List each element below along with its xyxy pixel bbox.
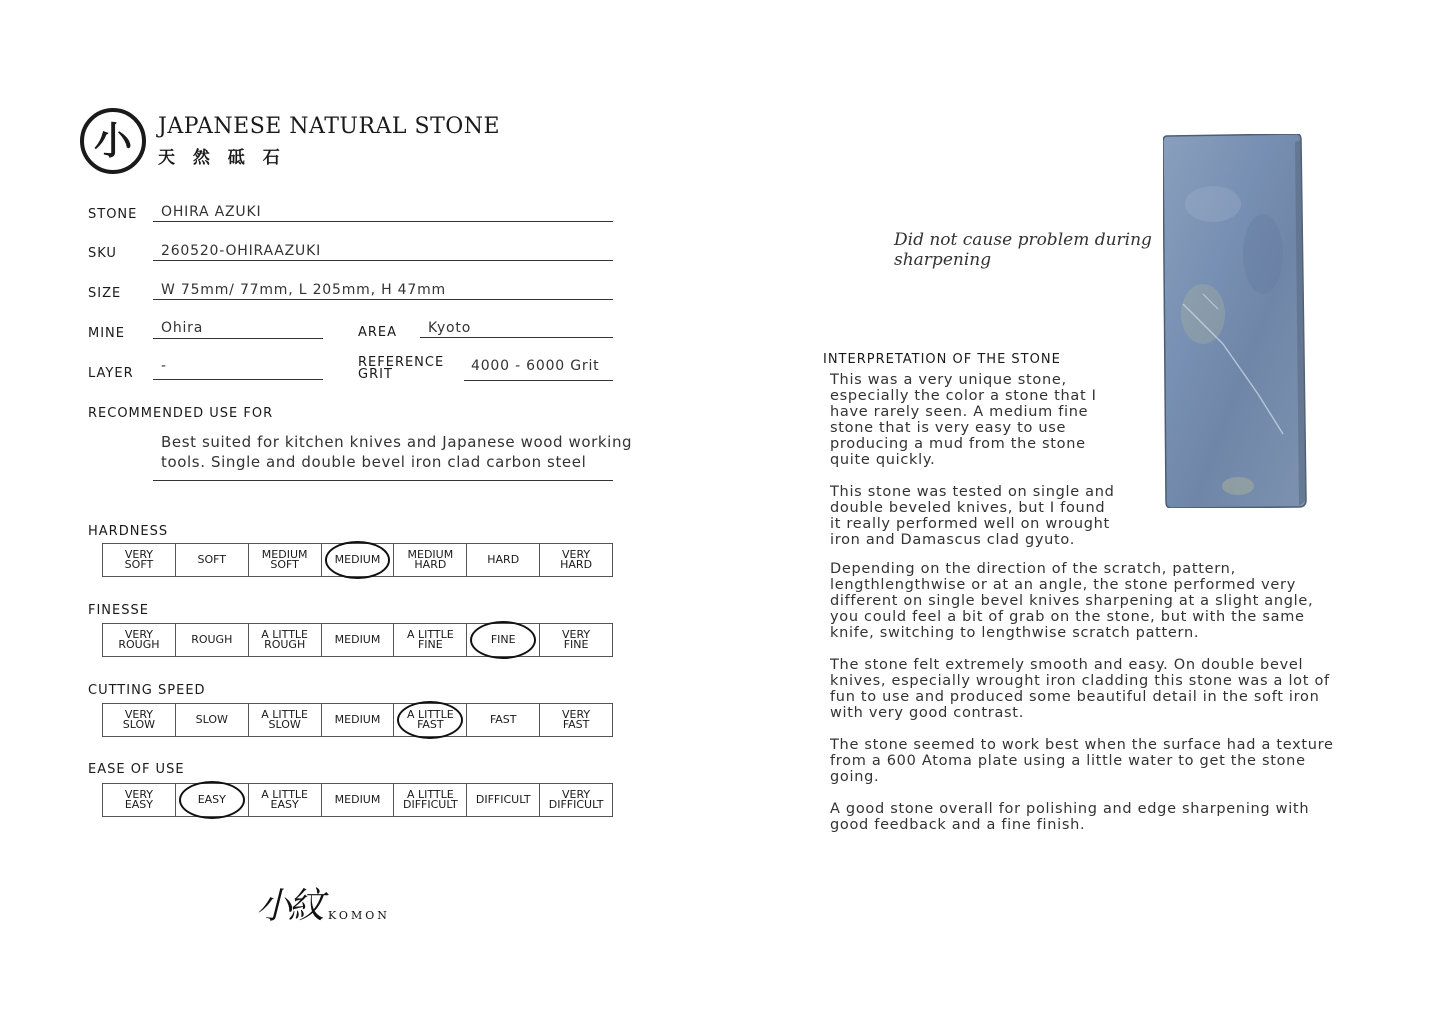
hardness-option — [103, 544, 176, 576]
option-label: VERY EASY — [124, 788, 154, 811]
cutting-speed-label: CUTTING SPEED — [88, 683, 206, 698]
option-label: A LITTLE FAST — [407, 708, 454, 731]
hardness-scale — [102, 543, 613, 577]
cutting-speed-option — [467, 704, 540, 736]
option-label: HARD — [487, 553, 520, 566]
ease-of-use-option — [540, 784, 612, 816]
interpretation-paragraph-6: A good stone overall for polishing and edge sharpening with good feedback and a fine finish. — [830, 801, 1310, 833]
finesse-option — [540, 624, 612, 656]
layer-value: - — [161, 358, 167, 374]
ease-of-use-label: EASE OF USE — [88, 762, 185, 777]
mine-value: Ohira — [161, 320, 204, 336]
option-label: MEDIUM — [334, 633, 381, 646]
finesse-option — [249, 624, 322, 656]
cutting-speed-scale — [102, 703, 613, 737]
stone-photo — [1163, 134, 1307, 508]
ease-of-use-scale — [102, 783, 613, 817]
reference-grit-label — [358, 357, 444, 381]
stone-underline — [153, 221, 613, 222]
size-value: W 75mm/ 77mm, L 205mm, H 47mm — [161, 282, 446, 298]
hardness-option — [249, 544, 322, 576]
option-label: MEDIUM — [334, 793, 381, 806]
stone-value: OHIRA AZUKI — [161, 204, 262, 220]
option-label: FINE — [490, 633, 516, 646]
mine-underline — [153, 338, 323, 339]
sku-label: SKU — [88, 246, 117, 261]
finesse-option — [176, 624, 249, 656]
sku-underline — [153, 260, 613, 261]
option-label: ROUGH — [191, 633, 233, 646]
recommended-label: RECOMMENDED USE FOR — [88, 406, 274, 421]
finesse-option — [467, 624, 540, 656]
hardness-option — [176, 544, 249, 576]
interpretation-paragraph-5: The stone seemed to work best when the surface had a texture from a 600 Atoma plate using a little water to get the stone going. — [830, 737, 1334, 785]
hardness-option — [540, 544, 612, 576]
interpretation-title: INTERPRETATION OF THE STONE — [823, 352, 1061, 367]
finesse-option — [103, 624, 176, 656]
option-label: SOFT — [197, 553, 227, 566]
hardness-option — [322, 544, 395, 576]
cutting-speed-option — [394, 704, 467, 736]
option-label: A LITTLE FINE — [407, 628, 454, 651]
option-label: MEDIUM — [334, 553, 381, 566]
option-label: MEDIUM — [334, 713, 381, 726]
option-label: VERY SLOW — [122, 708, 156, 731]
option-label: EASY — [197, 793, 226, 806]
grit-value: 4000 - 6000 Grit — [471, 358, 600, 374]
size-label: SIZE — [88, 286, 122, 301]
area-underline — [420, 337, 613, 338]
layer-label: LAYER — [88, 366, 134, 381]
hardness-option — [467, 544, 540, 576]
layer-underline — [153, 379, 323, 380]
cutting-speed-option — [540, 704, 612, 736]
reference-grit-label-line2: GRIT — [358, 367, 393, 382]
option-label: VERY FAST — [562, 708, 591, 731]
option-label: MEDIUM HARD — [407, 548, 454, 571]
interpretation-paragraph-3: Depending on the direction of the scratch, pattern, lengthlengthwise or at an angle, the stone performed very different on single bevel knives sharpening at a slight angle, you could feel a bit of grab on the stone, but with the same knife, switching to lengthwise scratch pattern. — [830, 561, 1314, 641]
sku-value: 260520-OHIRAAZUKI — [161, 243, 322, 259]
ease-of-use-option — [322, 784, 395, 816]
interpretation-paragraph-4: The stone felt extremely smooth and easy. On double bevel knives, especially wrought iron cladding this stone was a lot of fun to use and produced some beautiful detail in the soft iron with very good contrast. — [830, 657, 1330, 721]
grit-underline — [464, 380, 613, 381]
option-label: VERY ROUGH — [118, 628, 160, 651]
ease-of-use-option — [176, 784, 249, 816]
finesse-scale — [102, 623, 613, 657]
option-label: VERY SOFT — [124, 548, 154, 571]
option-label: A LITTLE SLOW — [261, 708, 308, 731]
cutting-speed-option — [322, 704, 395, 736]
reference-grit-label-line1: REFERENCE — [358, 355, 445, 370]
mine-label: MINE — [88, 326, 125, 341]
brand-logo — [80, 108, 146, 174]
cutting-speed-option — [176, 704, 249, 736]
brand-title: JAPANESE NATURAL STONE — [158, 114, 501, 139]
option-label: VERY HARD — [560, 548, 593, 571]
option-label: MEDIUM SOFT — [261, 548, 308, 571]
option-label: FAST — [489, 713, 517, 726]
hardness-label: HARDNESS — [88, 524, 169, 539]
area-label: AREA — [358, 325, 398, 340]
komon-logo-mark: 小紋 — [256, 886, 321, 927]
option-label: A LITTLE ROUGH — [261, 628, 308, 651]
area-value: Kyoto — [428, 320, 472, 336]
ease-of-use-option — [394, 784, 467, 816]
komon-logo-text: KOMON — [328, 909, 390, 922]
option-label: VERY FINE — [562, 628, 591, 651]
brand-subtitle: 天 然 砥 石 — [158, 148, 286, 168]
ease-of-use-option — [467, 784, 540, 816]
cutting-speed-option — [103, 704, 176, 736]
handwritten-note: Did not cause problem during sharpening — [894, 230, 1152, 270]
option-label: VERY DIFFICULT — [548, 788, 604, 811]
stone-label: STONE — [88, 207, 138, 222]
option-label: A LITTLE EASY — [261, 788, 308, 811]
cutting-speed-option — [249, 704, 322, 736]
option-label: DIFFICULT — [475, 793, 531, 806]
option-label: A LITTLE DIFFICULT — [403, 788, 458, 811]
brand-logo-glyph: 小 — [93, 118, 132, 163]
size-underline — [153, 299, 613, 300]
recommended-underline — [153, 480, 613, 481]
option-label: SLOW — [195, 713, 228, 726]
finesse-option — [322, 624, 395, 656]
ease-of-use-option — [103, 784, 176, 816]
finesse-option — [394, 624, 467, 656]
ease-of-use-option — [249, 784, 322, 816]
hardness-option — [394, 544, 467, 576]
recommended-value: Best suited for kitchen knives and Japanese wood working tools. Single and double bevel iron clad carbon steel — [161, 433, 633, 471]
interpretation-paragraph-1: This was a very unique stone, especially the color a stone that I have rarely seen. A medium fine stone that is very easy to use producing a mud from the stone quite quickly. — [830, 372, 1097, 468]
finesse-label: FINESSE — [88, 603, 149, 618]
interpretation-paragraph-2: This stone was tested on single and double beveled knives, but I found it really performed well on wrought iron and Damascus clad gyuto. — [830, 484, 1115, 548]
